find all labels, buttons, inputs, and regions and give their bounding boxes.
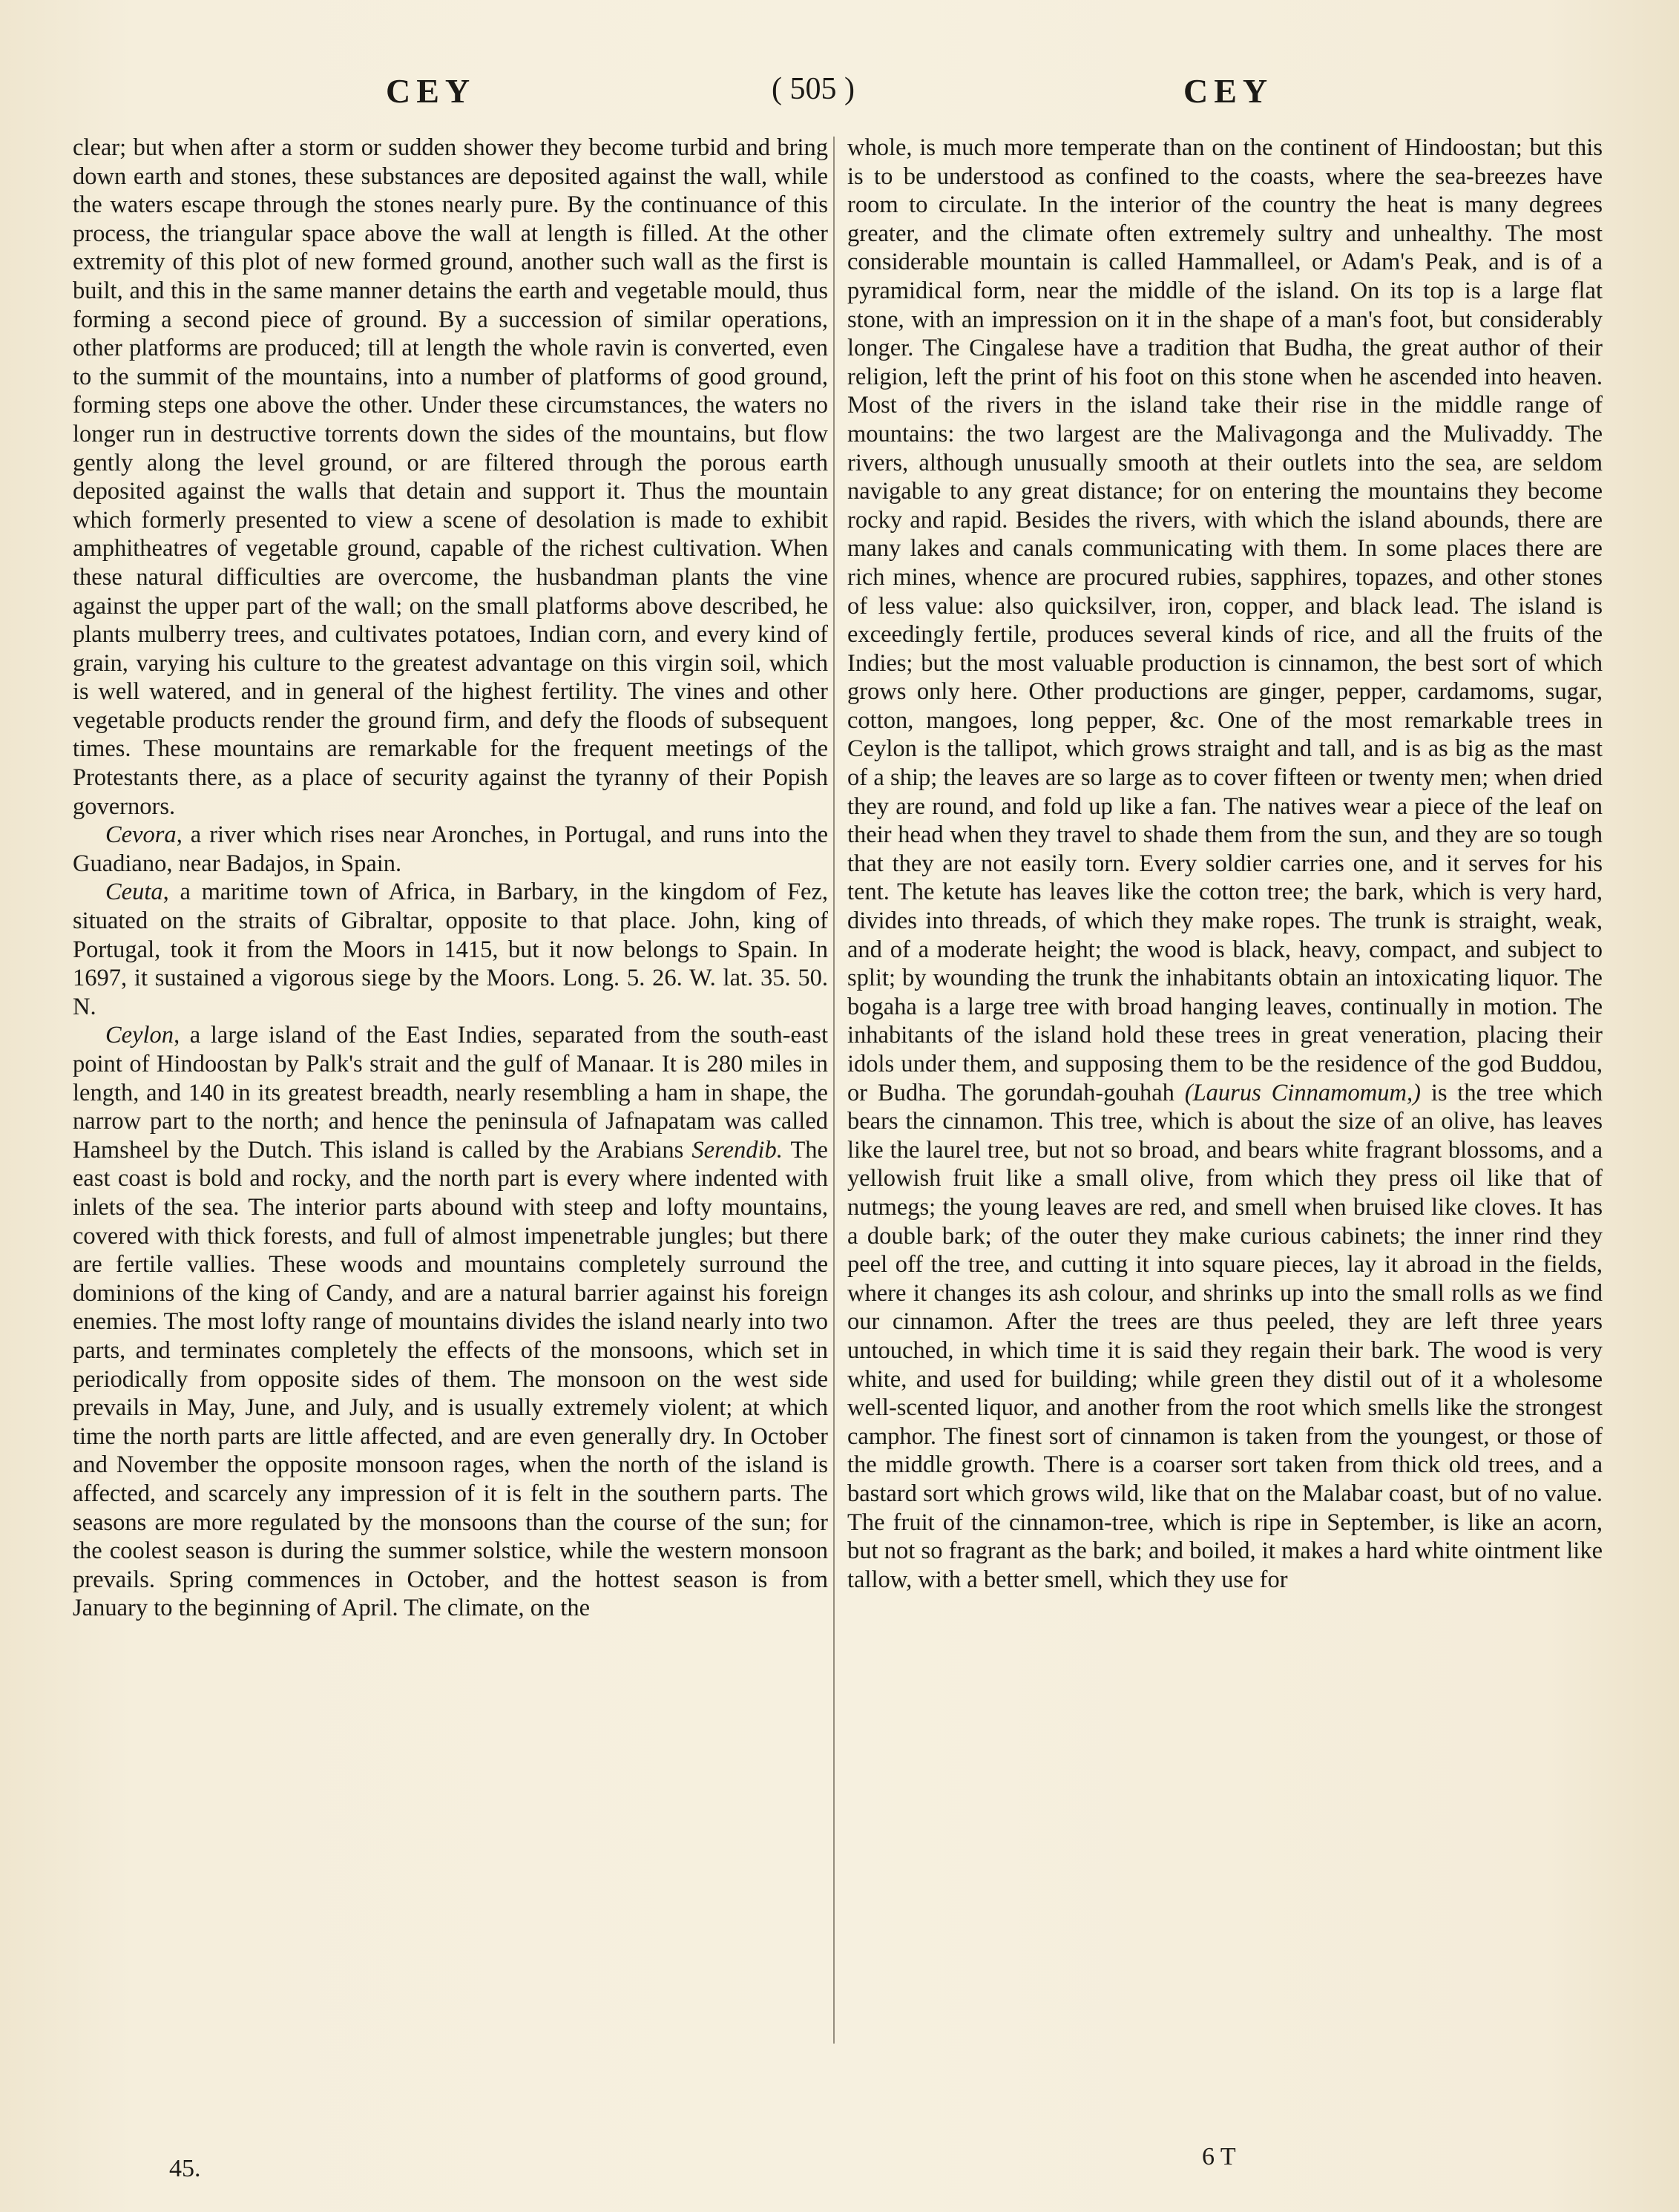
header-right-keyword: CEY (1183, 72, 1274, 110)
entry-ceylon (73, 1021, 828, 1622)
signature-mark: 45. (169, 2155, 201, 2182)
entry-text-ceylon-a: , a large island of the East Indies, separated from the south-east point of Hindoostan by Palk's strait and the gulf of Manaar. It is 280 miles in length, and 140 in its greatest breadth, nearly resembling a ham in shape, the narrow part to the north; and hence the peninsula of Jafnapatam was called Hamsheel by the Dutch. This island is called by the Arabians (73, 1022, 828, 1164)
entry-cevora (73, 821, 828, 878)
header-left-keyword: CEY (386, 72, 476, 110)
paragraph-terraces: clear; but when after a storm or sudden shower they become turbid and bring down earth and stones, these substances are deposited against the wall, while the waters escape through the stones nearly pure. By the continuance of this process, the triangular space above the wall at length is filled. At the other extremity of this plot of new formed ground, another such wall as the first is built, and this in the same manner detains the earth and vegetable mould, thus forming a second piece of ground. By a succession of similar operations, other platforms are produced; till at length the whole ravin is converted, even to the summit of the mountains, into a number of platforms of good ground, forming steps one above the other. Under these circumstances, the waters no longer run in destructive torrents down the sides of the mountains, but flow gently along the level ground, or are filtered through the porous earth deposited against the walls that detain and support it. Thus the mountain which formerly presented to view a scene of desolation is made to exhibit amphitheatres of vegetable ground, capable of the richest cultivation. When these natural difficulties are overcome, the husbandman plants the vine against the upper part of the wall; on the small platforms above described, he plants mulberry trees, and cultivates potatoes, Indian corn, and every kind of grain, varying his culture to the greatest advantage on this virgin soil, which is well watered, and in general of the highest fertility. The vines and other vegetable products render the ground firm, and defy the floods of subsequent times. These mountains are remarkable for the frequent meetings of the Protestants there, as a place of security against the tyranny of their Popish governors. (73, 134, 828, 820)
catchword: 6 T (1202, 2143, 1236, 2170)
ceylon-continued-text-b: is the tree which bears the cinnamon. This tree, which is about the size of an olive, has leaves like the laurel tree, but not so broad, and bears white fragrant blossoms, and a yellowish fruit like a small olive, from which they press oil like that of nutmegs; the young leaves are red, and smell when bruised like cloves. It has a double bark; of the outer they make curious cabinets; the inner rind they peel off the tree, and cutting it into square pieces, lay it abroad in the fields, where it changes its ash colour, and shrinks up into the small rolls as we find our cinnamon. After the trees are thus peeled, they are left three years untouched, in which time it is said they regain their bark. The wood is very white, and used for building; while green they distil out of it a wholesome well-scented liquor, and another from the root which smells like the strongest camphor. The finest sort of cinnamon is taken from the youngest, or those of the middle growth. There is a coarser sort taken from thick old trees, and a bastard sort which grows wild, like that on the Malabar coast, but of no value. The fruit of the cinnamon-tree, which is ripe in September, is like an acorn, but not so fragrant as the bark; and boiled, it makes a hard white ointment like tallow, with a better smell, which they use for (847, 1079, 1603, 1593)
left-column (73, 134, 828, 1623)
entry-headword-ceylon: Ceylon (105, 1022, 174, 1049)
paragraph-ceylon-continued (847, 134, 1603, 1594)
running-header (0, 71, 1679, 123)
entry-headword-ceuta: Ceuta (105, 879, 163, 906)
entry-ceuta (73, 878, 828, 1021)
laurus-cinnamomum: (Laurus Cinnamomum,) (1184, 1079, 1421, 1106)
entry-serendib: Serendib. (691, 1136, 783, 1164)
ceylon-continued-text-a: whole, is much more temperate than on the continent of Hindoostan; but this is to be understood as confined to the coasts, where the sea-breezes have room to circulate. In the interior of the country the heat is many degrees greater, and the climate often extremely sultry and unhealthy. The most considerable mountain is called Hammalleel, or Adam's Peak, and is of a pyramidical form, near the middle of the island. On its top is a large flat stone, with an impression on it in the shape of a man's foot, but considerably longer. The Cingalese have a tradition that Budha, the great author of their religion, left the print of his foot on this stone when he ascended into heaven. Most of the rivers in the island take their rise in the middle range of mountains: the two largest are the Malivagonga and the Mulivaddy. The rivers, although unusually smooth at their outlets into the sea, are seldom navigable to any great distance; for on entering the mountains they become rocky and rapid. Besides the rivers, with which the island abounds, there are many lakes and canals communicating with them. In some places there are rich mines, whence are procured rubies, sapphires, topazes, and other stones of less value: also quicksilver, iron, copper, and black lead. The island is exceedingly fertile, produces several kinds of rice, and all the fruits of the Indies; but the most valuable production is cinnamon, the best sort of which grows only here. Other productions are ginger, pepper, cardamoms, sugar, cotton, mangoes, long pepper, &c. One of the most remarkable trees in Ceylon is the tallipot, which grows straight and tall, and is as big as the mast of a ship; the leaves are so large as to cover fifteen or twenty men; when dried they are round, and fold up like a fan. The natives wear a piece of the leaf on their head when they travel to shade them from the sun, and they are so tough that they are not easily torn. Every soldier carries one, and it serves for his tent. The ketute has leaves like the cotton tree; the bark, which is very hard, divides into threads, of which they make ropes. The trunk is straight, weak, and of a moderate height; the wood is black, heavy, compact, and subject to split; by wounding the trunk the inhabitants obtain an intoxicating liquor. The bogaha is a large tree with broad hanging leaves, continually in motion. The inhabitants of the island hold these trees in great veneration, placing their idols under them, and supposing them to be the residence of the god Buddou, or Budha. The gorundah-gouhah (847, 134, 1603, 1106)
entry-text-cevora: , a river which rises near Aronches, in Portugal, and runs into the Guadiano, near Badajos, in Spain. (73, 821, 828, 877)
entry-text-ceuta: , a maritime town of Africa, in Barbary, in the kingdom of Fez, situated on the straits of Gibraltar, opposite to that place. John, king of Portugal, took it from the Moors in 1415, but it now belongs to Spain. In 1697, it sustained a vigorous siege by the Moors. Long. 5. 26. W. lat. 35. 50. N. (73, 879, 828, 1020)
entry-headword-cevora: Cevora (105, 821, 177, 849)
right-column (847, 134, 1603, 1594)
page-number: ( 505 ) (772, 72, 855, 106)
entry-text-ceylon-b: The east coast is bold and rocky, and the north part is every where indented with inlets of the sea. The interior parts abound with steep and lofty mountains, covered with thick forests, and full of almost impenetrable jungles; but there are fertile vallies. These woods and mountains completely surround the dominions of the king of Candy, and are a natural barrier against his foreign enemies. The most lofty range of mountains divides the island nearly into two parts, and terminates completely the effects of the monsoons, which set in periodically from opposite sides of them. The monsoon on the west side prevails in May, June, and July, and is usually extremely violent; at which time the north parts are little affected, and are even generally dry. In October and November the opposite monsoon rages, when the north of the island is affected, and scarcely any impression of it is felt in the southern parts. The seasons are more regulated by the monsoons than the course of the sun; for the coolest season is during the summer solstice, while the western monsoon prevails. Spring commences in October, and the hottest season is from January to the beginning of April. The climate, on the (73, 1136, 828, 1622)
column-divider (833, 137, 835, 2044)
